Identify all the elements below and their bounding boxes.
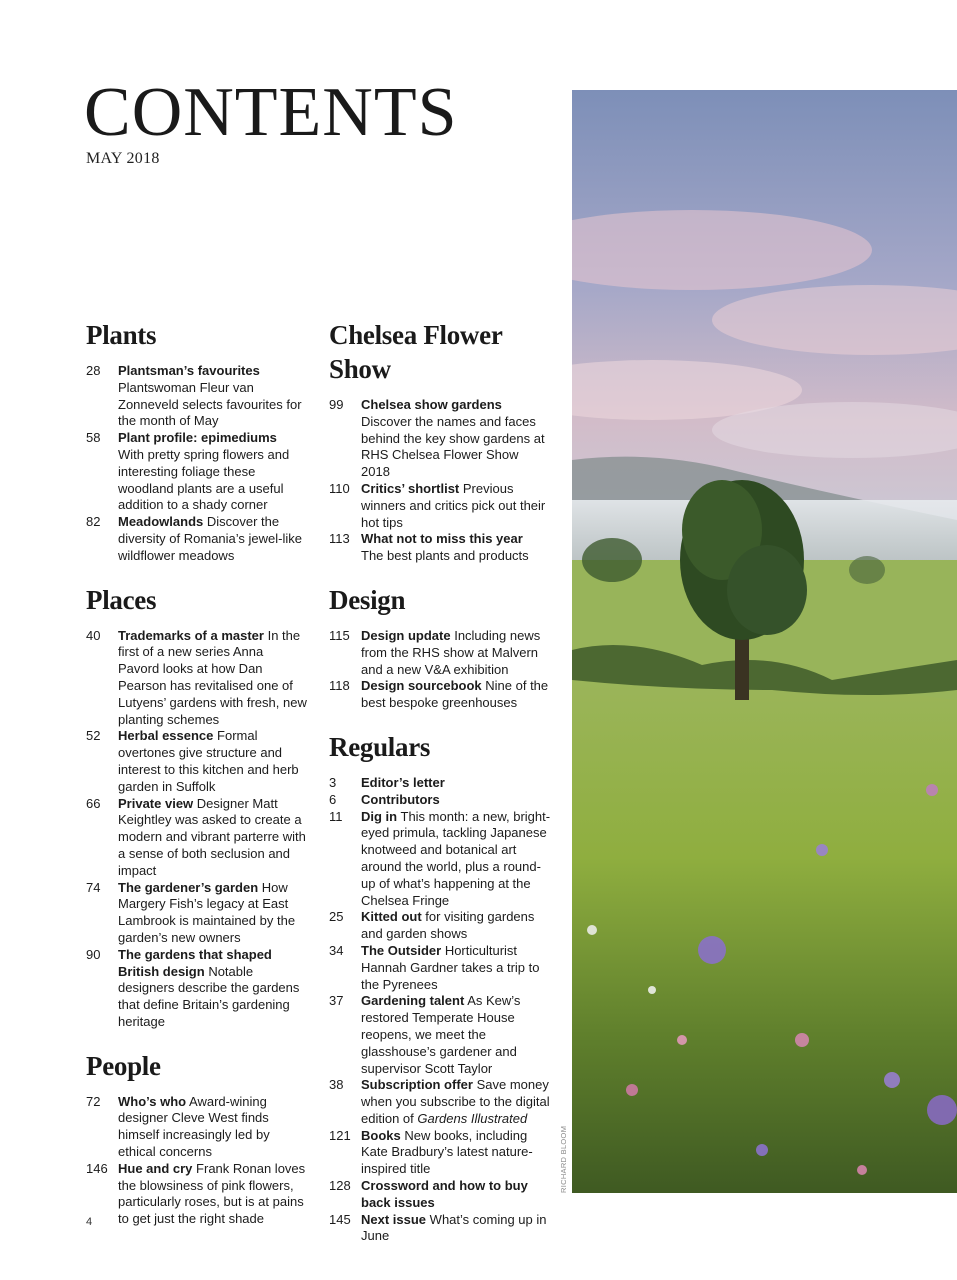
page-number: 38	[329, 1077, 344, 1093]
contents-entry[interactable]	[329, 678, 551, 712]
entry-body	[361, 481, 551, 531]
entry-description: This month: a new, bright-eyed primula, tackling Japanese knotweed and botanical art around the world, plus a round-up of what’s happening at the Chelsea Fringe	[361, 808, 551, 908]
magazine-name: Gardens Illustrated	[417, 1110, 528, 1126]
entry-body	[118, 430, 308, 514]
section-heading: Plants	[86, 320, 157, 350]
page-number: 128	[329, 1178, 351, 1194]
contents-entry[interactable]	[86, 1094, 308, 1161]
page-number: 146	[86, 1160, 108, 1176]
entry-body	[118, 1161, 308, 1228]
entry-title: Plantsman’s favourites	[118, 363, 260, 378]
page-number: 82	[86, 514, 101, 530]
entry-body	[361, 531, 551, 565]
entry-description: How Margery Fish’s legacy at East Lambrook is maintained by the garden’s new owners	[118, 879, 296, 945]
entry-description: In the first of a new series Anna Pavord looks at how Dan Pearson has revitalised one of Lutyens’ gardens with fresh, new planting schemes	[118, 627, 307, 727]
entry-title: Crossword and how to buy back issues	[361, 1178, 528, 1210]
entry-title: Contributors	[361, 791, 440, 807]
entry-body	[361, 678, 551, 712]
entry-title: Trademarks of a master	[118, 627, 264, 643]
meadow-photo	[572, 90, 957, 1193]
entry-description: for visiting gardens and garden shows	[361, 909, 535, 942]
entry-description: Frank Ronan loves the blowsiness of pink flowers, particularly roses, but is at pains to get just the right shade	[118, 1160, 306, 1227]
meadow-landscape-illustration	[572, 90, 957, 1193]
page-number: 11	[329, 808, 343, 824]
section-plants	[86, 318, 308, 565]
entry-description: As Kew’s restored Temperate House reopens, we meet the glasshouse’s gardener and supervisor Scott Taylor	[361, 993, 521, 1076]
section-design	[329, 583, 551, 712]
entry-description: New books, including Kate Bradbury’s latest nature-inspired title	[361, 1127, 533, 1177]
page-number: 113	[329, 531, 350, 547]
section-chelsea-flower-show	[329, 318, 551, 565]
contents-entry[interactable]	[329, 993, 551, 1077]
entry-title: Subscription offer	[361, 1077, 473, 1093]
page-number: 28	[86, 363, 101, 378]
contents-entry[interactable]	[329, 775, 551, 792]
entry-body	[361, 397, 551, 481]
entry-body	[361, 1178, 551, 1212]
page-number: 3	[329, 774, 337, 790]
entry-title: Editor’s letter	[361, 774, 445, 790]
entry-title: Gardening talent	[361, 993, 465, 1009]
entry-body	[118, 880, 308, 947]
contents-entry[interactable]	[329, 943, 551, 993]
contents-entry[interactable]	[86, 796, 308, 880]
entry-title: Books	[361, 1127, 401, 1143]
entry-description: Discover the names and faces behind the key show gardens at RHS Chelsea Flower Show 2018	[361, 413, 545, 480]
entry-body	[361, 809, 551, 910]
entry-body	[361, 1077, 551, 1127]
page-number: 58	[86, 430, 101, 446]
page-number: 145	[329, 1211, 351, 1227]
page-number: 34	[329, 942, 344, 958]
entry-description: With pretty spring flowers and interesting foliage these woodland plants are a useful addition to a shady corner	[118, 446, 290, 513]
contents-entry[interactable]	[86, 363, 308, 430]
page-number: 72	[86, 1093, 101, 1109]
page-number: 121	[329, 1127, 351, 1143]
contents-entry[interactable]	[86, 728, 308, 795]
entry-description: Discover the diversity of Romania’s jewel-like wildflower meadows	[118, 514, 302, 563]
page-number: 118	[329, 678, 350, 694]
entry-body	[118, 947, 308, 1031]
page-number: 52	[86, 728, 101, 744]
entry-description: Nine of the best bespoke greenhouses	[361, 678, 549, 711]
entry-description: Previous winners and critics pick out their hot tips	[361, 480, 546, 530]
contents-entry[interactable]	[86, 947, 308, 1031]
section-heading: Design	[329, 584, 406, 615]
entry-body	[118, 796, 308, 880]
contents-entry[interactable]	[329, 481, 551, 531]
entry-description: Horticulturist Hannah Gardner takes a trip to the Pyrenees	[361, 942, 540, 992]
entry-body	[361, 775, 551, 792]
section-heading: Regulars	[329, 731, 431, 762]
contents-entry[interactable]	[329, 909, 551, 943]
entry-description: Notable designers describe the gardens that define Britain’s gardening heritage	[118, 963, 300, 1029]
entry-description: What’s coming up in June	[361, 1211, 547, 1244]
entry-title: The gardens that shaped British design	[118, 946, 272, 979]
entry-title: Plant profile: epimediums	[118, 430, 277, 446]
contents-entry[interactable]	[86, 880, 308, 947]
entry-body	[118, 1094, 308, 1161]
entry-description: Designer Matt Keightley was asked to create a modern and vibrant parterre with a sense of both seclusion and impact	[118, 795, 306, 878]
contents-entry[interactable]	[329, 792, 551, 809]
contents-entry[interactable]	[86, 430, 308, 514]
entry-title: Critics’ shortlist	[361, 480, 460, 496]
contents-entry[interactable]	[329, 1178, 551, 1212]
issue-date: MAY 2018	[86, 150, 160, 167]
page-number: 90	[86, 946, 101, 962]
page-number: 25	[329, 909, 344, 925]
page-number: 110	[329, 480, 350, 496]
contents-entry[interactable]	[329, 397, 551, 481]
entry-title: Design update	[361, 627, 451, 643]
page-number: 6	[329, 791, 337, 807]
entry-title: Dig in	[361, 808, 398, 824]
entry-title: Who’s who	[118, 1093, 187, 1109]
entry-body	[361, 909, 551, 943]
contents-entry[interactable]	[329, 1212, 551, 1246]
entry-description: Award-wining designer Cleve West finds himself increasingly led by ethical concerns	[118, 1093, 270, 1160]
section-heading: Chelsea Flower Show	[329, 320, 503, 384]
contents-entry[interactable]	[329, 628, 551, 678]
middle-column	[329, 318, 551, 1263]
entry-title: Kitted out	[361, 909, 422, 925]
page-number: 40	[86, 627, 101, 643]
entry-title: The gardener’s garden	[118, 879, 259, 895]
entry-title: Private view	[118, 795, 194, 811]
entry-description: The best plants and products	[361, 548, 529, 564]
entry-body	[361, 943, 551, 993]
page-number: 74	[86, 879, 101, 895]
entry-body	[361, 993, 551, 1077]
left-column	[86, 318, 308, 1246]
entry-title: Meadowlands	[118, 514, 204, 530]
section-places	[86, 583, 308, 1031]
contents-entry[interactable]	[329, 531, 551, 565]
page-number: 37	[329, 993, 344, 1009]
contents-entry[interactable]	[329, 1077, 551, 1127]
section-heading: Places	[86, 584, 157, 615]
section-regulars	[329, 730, 551, 1245]
entry-title: Design sourcebook	[361, 678, 482, 694]
entry-title: What not to miss this year	[361, 531, 523, 547]
entry-description: Including news from the RHS show at Malvern and a new V&A exhibition	[361, 627, 541, 677]
entry-body	[118, 628, 308, 729]
photo-credit: RICHARD BLOOM	[559, 1125, 568, 1193]
page-title: CONTENTS	[84, 74, 458, 151]
entry-title: Next issue	[361, 1211, 427, 1227]
page-number: 99	[329, 397, 344, 412]
entry-body	[361, 1128, 551, 1178]
entry-body	[118, 363, 308, 430]
contents-entry[interactable]	[329, 809, 551, 910]
entry-body	[361, 1212, 551, 1246]
entry-description: Save money when you subscribe to the digital edition of	[361, 1077, 550, 1126]
contents-entry[interactable]	[86, 628, 308, 729]
entry-description: Formal overtones give structure and interest to this kitchen and herb garden in Suffolk	[118, 728, 299, 794]
entry-body	[361, 792, 551, 809]
entry-title: Chelsea show gardens	[361, 397, 502, 412]
folio-page-number: 4	[86, 1216, 93, 1228]
entry-title: The Outsider	[361, 942, 442, 958]
contents-entry[interactable]	[86, 1161, 308, 1228]
entry-body	[118, 514, 308, 564]
page-number: 115	[329, 627, 350, 643]
entry-body	[361, 628, 551, 678]
entry-title: Herbal essence	[118, 728, 214, 744]
contents-entry[interactable]	[86, 514, 308, 564]
page-number: 66	[86, 795, 101, 811]
section-people	[86, 1049, 308, 1228]
contents-entry[interactable]	[329, 1128, 551, 1178]
entry-body	[118, 728, 308, 795]
section-heading: People	[86, 1050, 161, 1081]
entry-description: Plantswoman Fleur van Zonneveld selects favourites for the month of May	[118, 379, 302, 429]
entry-title: Hue and cry	[118, 1160, 193, 1176]
